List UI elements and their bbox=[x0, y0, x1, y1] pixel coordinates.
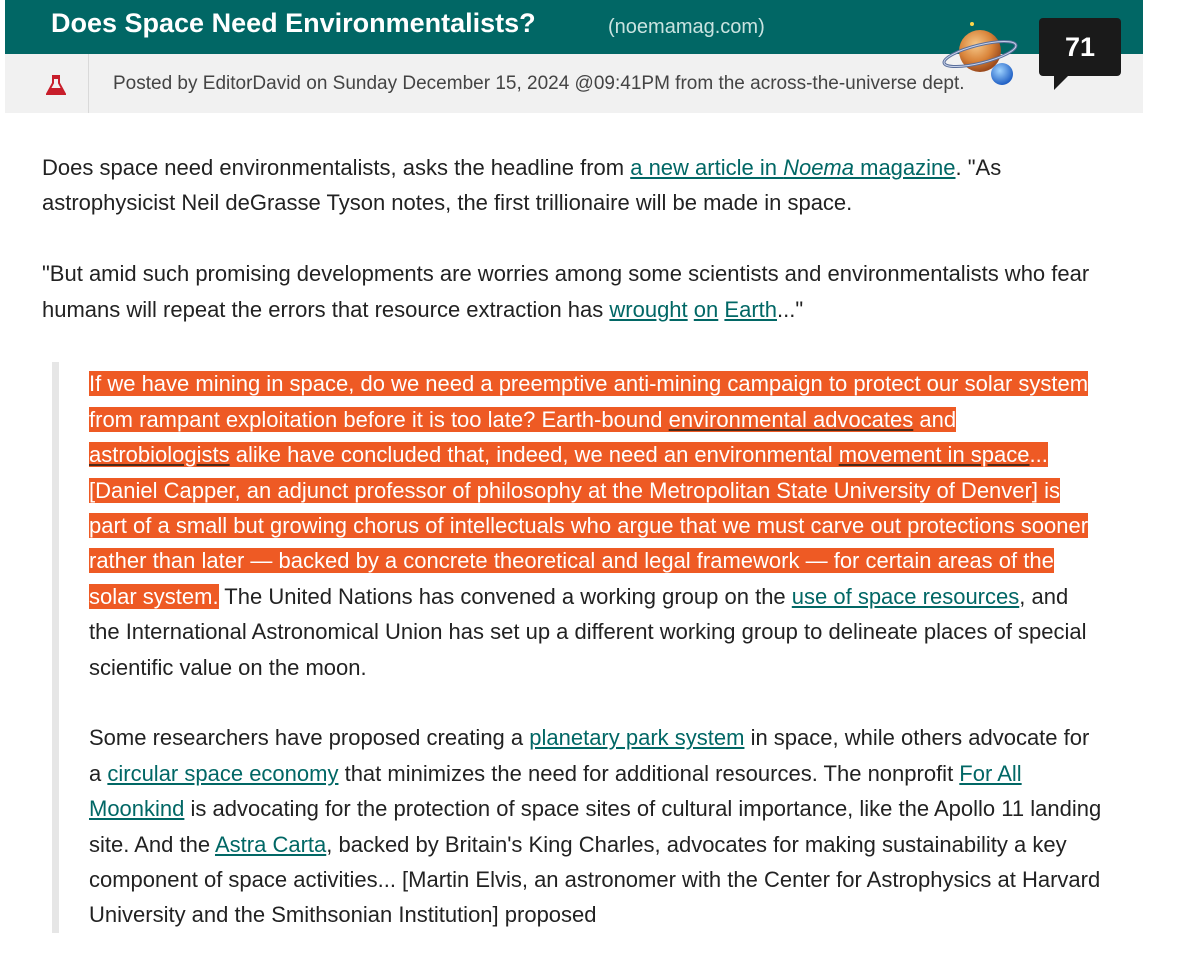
quote-text: in space, while others advocate for a bbox=[89, 725, 1090, 786]
link-text-italic: Noema bbox=[783, 155, 854, 180]
story-source bbox=[608, 16, 765, 39]
quote-text: The United Nations has convened a working group on the bbox=[218, 583, 792, 609]
science-flask-icon[interactable] bbox=[46, 74, 66, 96]
context-text: ..." bbox=[777, 296, 804, 322]
astra-carta-link[interactable]: Astra Carta bbox=[214, 831, 327, 857]
story-body bbox=[42, 150, 1102, 968]
link-text: a new article in bbox=[630, 155, 784, 180]
highlighted-selection bbox=[89, 371, 1088, 608]
quote-text: Some researchers have proposed creating a bbox=[89, 725, 530, 751]
context-paragraph bbox=[42, 256, 1102, 327]
quote-text: that minimizes the need for additional resources. The nonprofit bbox=[338, 760, 960, 786]
circular-space-economy-link[interactable]: circular space economy bbox=[107, 760, 339, 786]
intro-text: . "As astrophysicist Neil deGrasse Tyson notes, the first trillionaire will be made in space. bbox=[42, 155, 1002, 216]
use-of-space-resources-link[interactable]: use of space resources bbox=[791, 583, 1020, 609]
quote-text: , and the International Astronomical Union has set up a different working group to delineate places of special scientific value on the moon. bbox=[89, 583, 1087, 680]
story-title[interactable]: Does Space Need Environmentalists? bbox=[51, 8, 536, 38]
quote-text: is advocating for the protection of space sites of cultural importance, like the Apollo 11 landing site. And the bbox=[89, 796, 1102, 857]
link-text: magazine bbox=[854, 155, 956, 180]
for-all-moonkind-link[interactable]: For All Moonkind bbox=[89, 760, 1022, 822]
intro-paragraph bbox=[42, 150, 1102, 221]
quote-text: and bbox=[913, 406, 957, 432]
blockquote bbox=[52, 362, 1102, 932]
intro-text: Does space need environmentalists, asks the headline from bbox=[42, 155, 631, 180]
space-planet-icon[interactable] bbox=[940, 18, 1022, 88]
source-close-paren: ) bbox=[758, 16, 765, 38]
comment-bubble-icon bbox=[1054, 76, 1070, 92]
movement-in-space-link[interactable]: movement in space bbox=[838, 442, 1030, 468]
quote-text: , backed by Britain's King Charles, advocates for making sustainability a key component of space activities... [Martin Elvis, an astronomer with the Center for Astrophysics at Harvard University and the Smithsonian Institution] proposed bbox=[89, 831, 1101, 928]
comment-count-badge[interactable]: 71 bbox=[1039, 18, 1121, 76]
quote-paragraph-2 bbox=[89, 720, 1102, 932]
wrought-link[interactable]: wrought bbox=[609, 296, 688, 322]
quote-text: If we have mining in space, do we need a preemptive anti-mining campaign to protect our solar system from rampant exploitation before it is too late? Earth-bound bbox=[89, 371, 1089, 432]
environmental-advocates-link[interactable]: environmental advocates bbox=[668, 406, 914, 432]
planetary-park-system-link[interactable]: planetary park system bbox=[529, 725, 745, 751]
earth-link[interactable]: Earth bbox=[724, 296, 777, 322]
on-link[interactable]: on bbox=[693, 296, 719, 322]
quote-text: alike have concluded that, indeed, we need an environmental bbox=[229, 442, 839, 468]
story-byline: Posted by EditorDavid on Sunday December 15, 2024 @09:41PM from the across-the-universe dept. bbox=[113, 73, 965, 94]
source-domain: noemamag.com bbox=[614, 16, 759, 38]
astrobiologists-link[interactable]: astrobiologists bbox=[89, 442, 230, 468]
source-open-paren: ( bbox=[608, 16, 615, 38]
topic-cell bbox=[5, 54, 89, 113]
noema-article-link[interactable] bbox=[630, 155, 955, 180]
quote-text: ... [Daniel Capper, an adjunct professor of philosophy at the Metropolitan State University of Denver] is part of a small but growing chorus of intellectuals who argue that we must carve out protections sooner rather than later — backed by a concrete theoretical and legal framework — for certain areas of the solar system. bbox=[89, 442, 1089, 609]
context-text: "But amid such promising developments are worries among some scientists and environmentalists who fear humans will repeat the errors that resource extraction has bbox=[42, 261, 1090, 322]
quote-paragraph-1 bbox=[89, 366, 1102, 685]
